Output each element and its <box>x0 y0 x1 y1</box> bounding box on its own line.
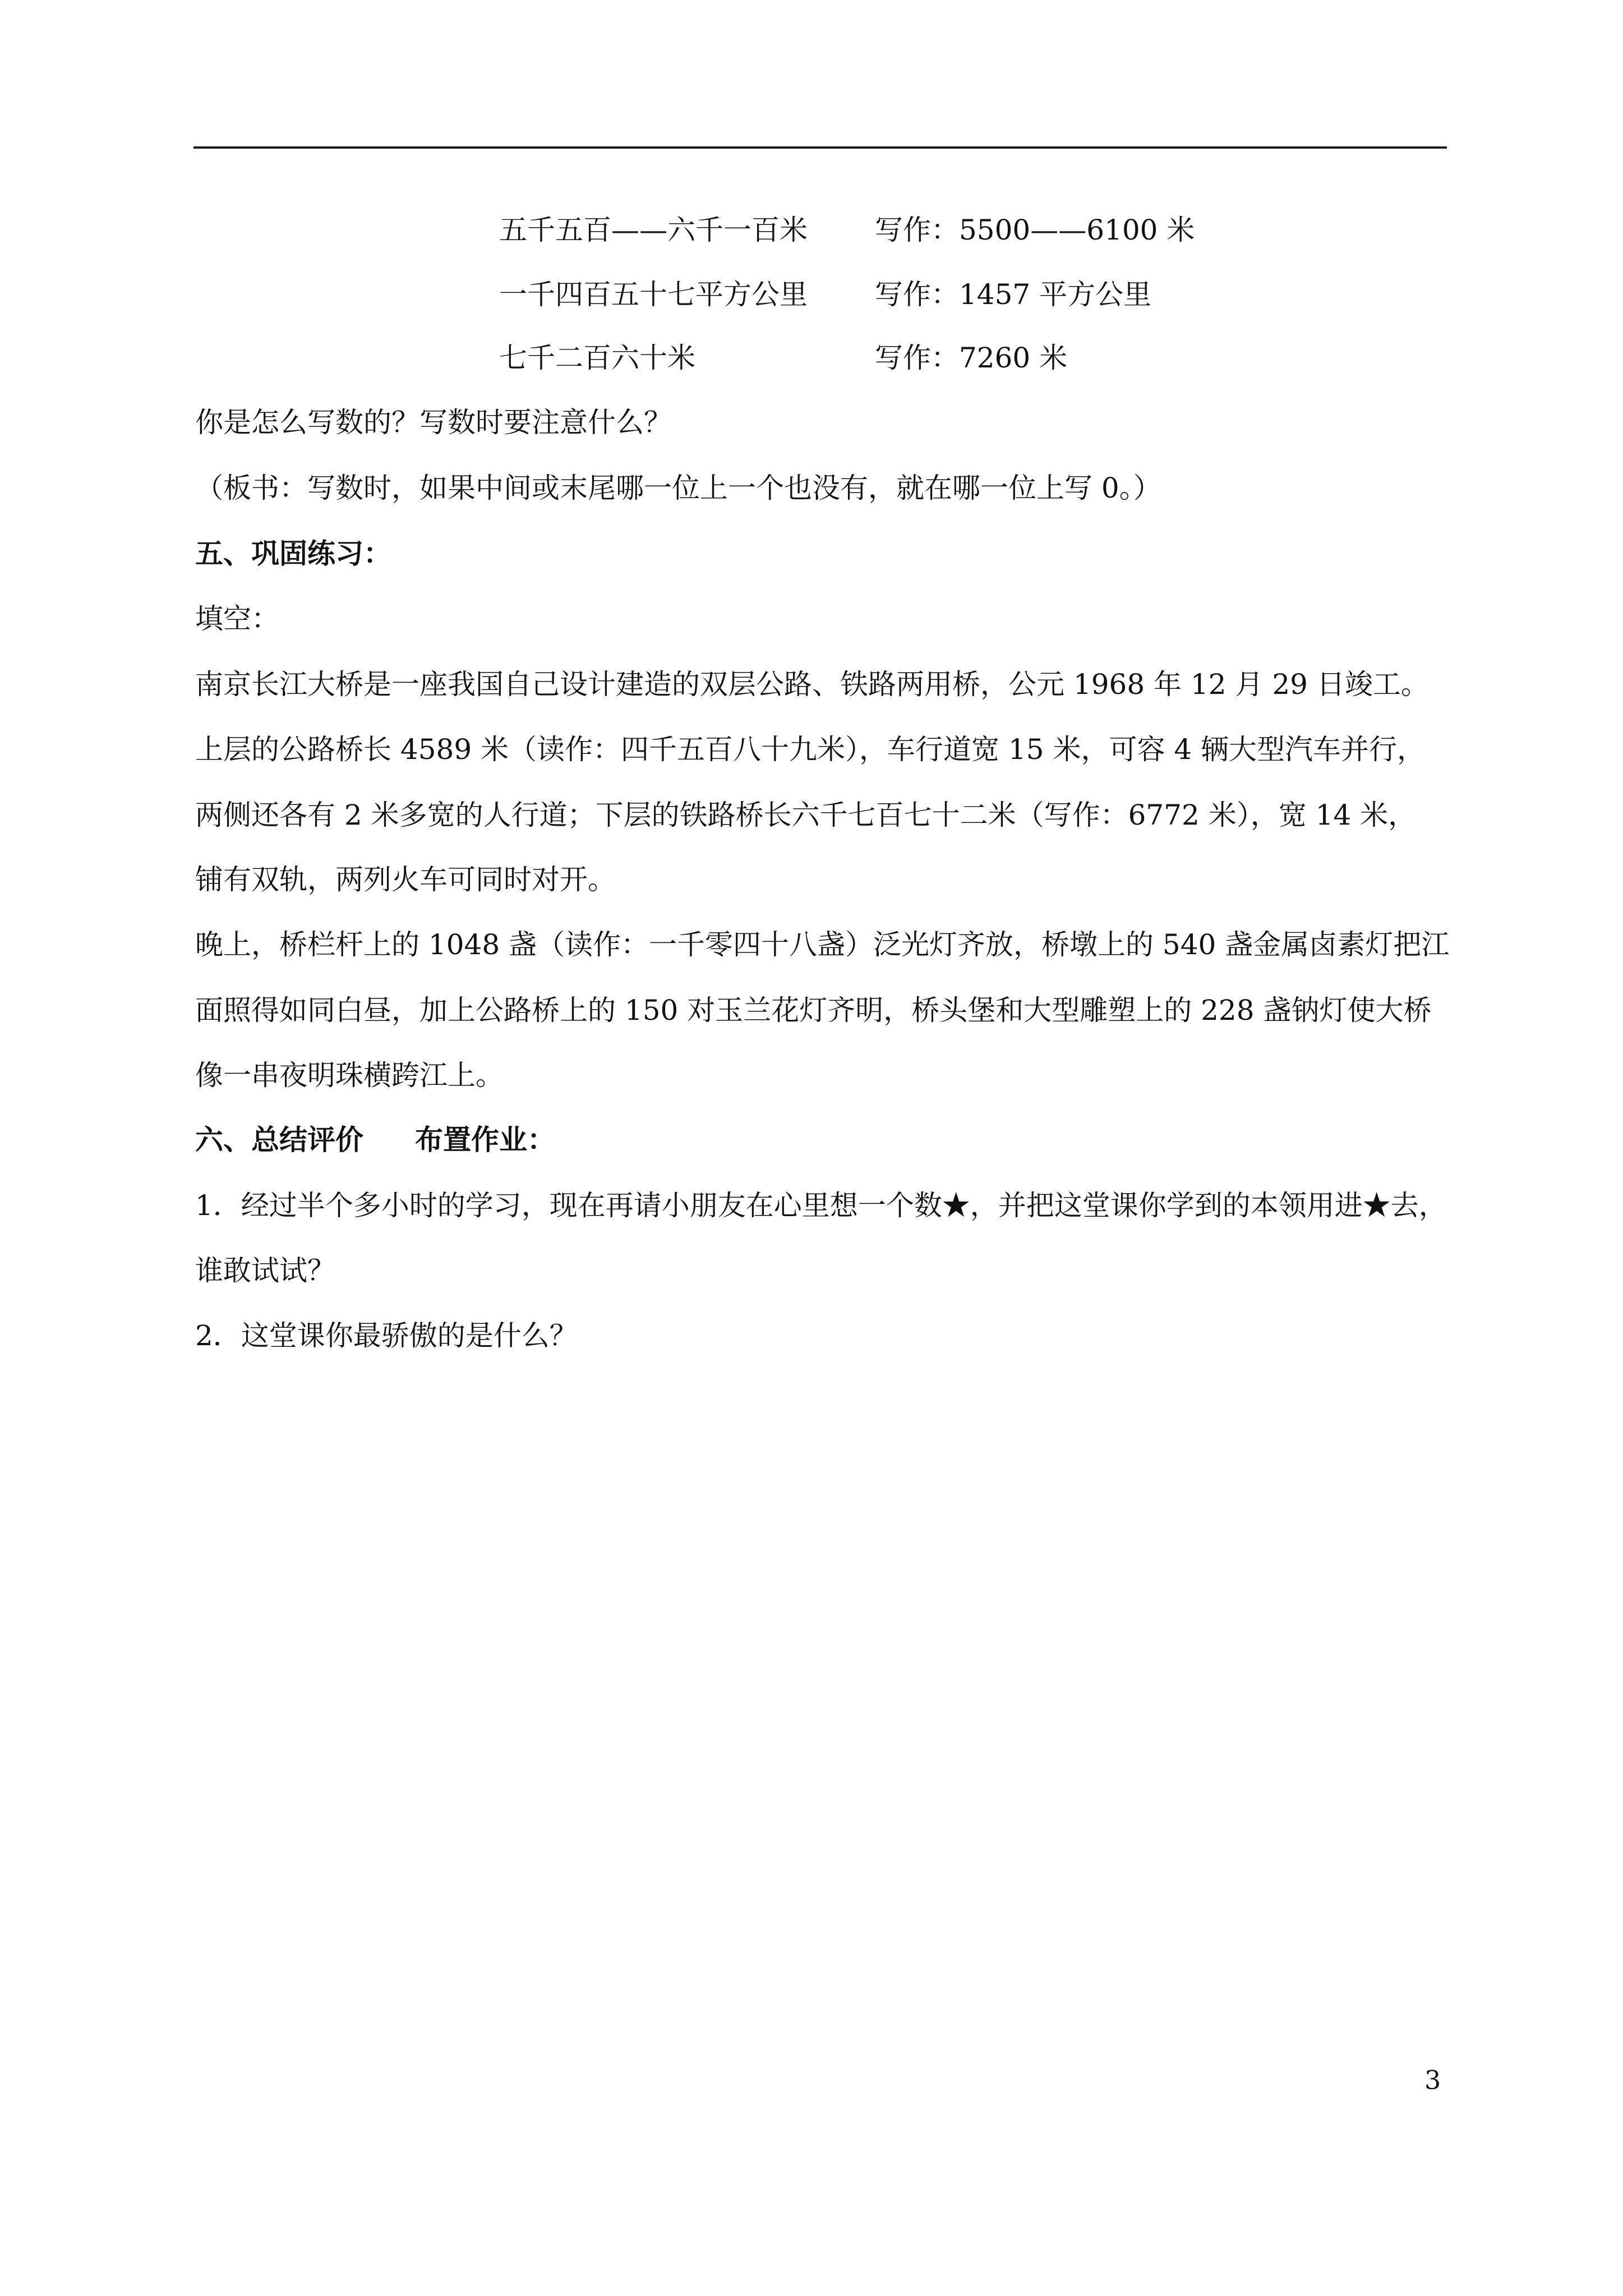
list-item: 2．这堂课你最骄傲的是什么？ <box>195 1319 578 1352</box>
section-heading: 五、巩固练习： <box>195 537 391 570</box>
page-number: 3 <box>1424 2065 1441 2095</box>
paragraph-line: 两侧还各有 2 米多宽的人行道；下层的铁路桥长六千七百七十二米（写作：6772 米），宽 14 米， <box>195 799 1417 831</box>
paragraph-line: 像一串夜明珠横跨江上。 <box>195 1059 504 1092</box>
paragraph-line: 面照得如同白昼，加上公路桥上的 150 对玉兰花灯齐明，桥头堡和大型雕塑上的 228 盏钠灯使大桥 <box>195 994 1432 1027</box>
number-written: 写作：5500——6100 米 <box>875 214 1195 246</box>
paragraph-line: 铺有双轨，两列火车可同时对开。 <box>195 863 616 896</box>
paragraph-line: 晚上，桥栏杆上的 1048 盏（读作：一千零四十八盏）泛光灯齐放，桥墩上的 540 盏金属卤素灯把江 <box>195 928 1450 961</box>
section-heading-homework: 布置作业： <box>415 1123 555 1156</box>
question-text: 你是怎么写数的？写数时要注意什么？ <box>195 406 672 439</box>
board-note: （板书：写数时，如果中间或末尾哪一位上一个也没有，就在哪一位上写 0。） <box>195 472 1161 504</box>
number-reading: 一千四百五十七平方公里 <box>499 278 808 311</box>
paragraph-line: 上层的公路桥长 4589 米（读作：四千五百八十九米），车行道宽 15 米，可容 4 辆大型汽车并行， <box>195 733 1426 766</box>
number-written: 写作：1457 平方公里 <box>875 278 1152 311</box>
list-item: 1．经过半个多小时的学习，现在再请小朋友在心里想一个数★，并把这堂课你学到的本领用进★去， <box>195 1189 1447 1222</box>
number-written: 写作：7260 米 <box>875 342 1068 374</box>
number-reading: 七千二百六十米 <box>499 342 695 374</box>
section-heading: 六、总结评价 <box>195 1123 363 1156</box>
number-reading: 五千五百——六千一百米 <box>499 214 808 246</box>
fill-blank-label: 填空： <box>195 602 279 635</box>
list-item-continuation: 谁敢试试？ <box>195 1254 335 1287</box>
header-rule <box>193 146 1447 149</box>
paragraph-line: 南京长江大桥是一座我国自己设计建造的双层公路、铁路两用桥，公元 1968 年 12 月 29 日竣工。 <box>195 668 1429 701</box>
